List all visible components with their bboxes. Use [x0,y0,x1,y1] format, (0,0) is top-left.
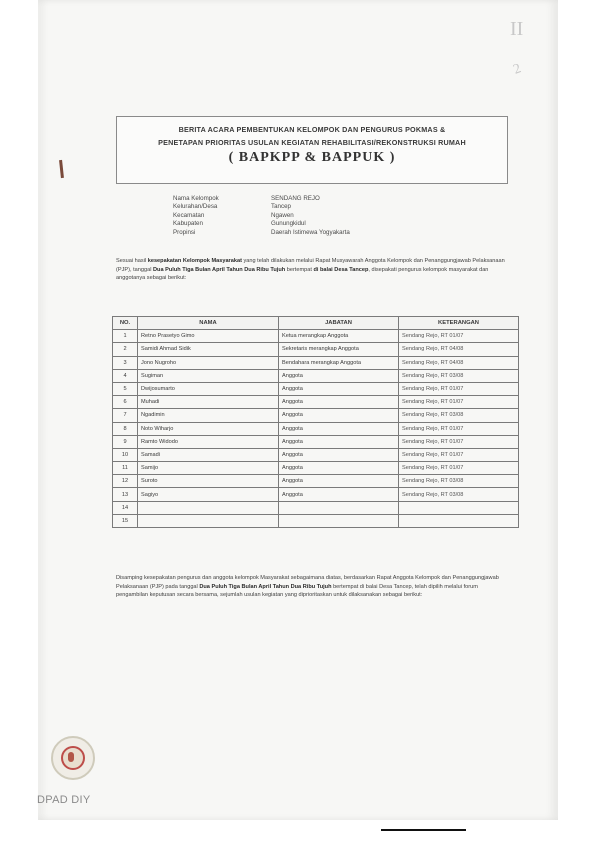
header-nama: NAMA [138,317,279,330]
row-keterangan: Sendang Rejo, RT 03/08 [399,488,519,501]
row-no: 5 [113,382,138,395]
table-row [113,409,519,422]
table-row [113,369,519,382]
row-no: 6 [113,396,138,409]
table-row [113,435,519,448]
row-keterangan: Sendang Rejo, RT 01/07 [399,448,519,461]
table-row [113,382,519,395]
priority-paragraph [116,574,508,600]
row-jabatan: Anggota [279,435,399,448]
info-value: Gunungkidul [271,220,306,228]
row-no: 2 [113,343,138,356]
row-no: 11 [113,462,138,475]
para-text: bertempat [285,266,314,273]
row-keterangan: Sendang Rejo, RT 03/08 [399,475,519,488]
row-jabatan [279,514,399,527]
row-jabatan: Anggota [279,488,399,501]
row-jabatan: Bendahara merangkap Anggota [279,356,399,369]
row-keterangan: Sendang Rejo, RT 04/08 [399,343,519,356]
row-no: 8 [113,422,138,435]
table-body [113,330,519,528]
row-jabatan: Anggota [279,382,399,395]
para-text: Disamping kesepakatan pengurus dan anggota kelompok Masyarakat sebagaimana diatas, berdasarkan Rapat Anggota Kelompok dan Penanggungjawab Pelaksanaan (PJP) pada tanggal [116,575,499,590]
para-bold-text: kesepakatan Kelompok Masyarakat [147,258,242,264]
table-row [113,356,519,369]
table-row [113,501,519,514]
para-bold-date: Dua Puluh Tiga Bulan April Tahun Dua Ribu Tujuh [153,266,286,273]
row-nama: Jono Nugroho [138,356,279,369]
row-no: 15 [113,514,138,527]
corner-pencil-mark: 2 [511,61,524,78]
header-jabatan: JABATAN [279,317,399,330]
para-text: , disepakati pengurus kelompok masyarakat dan anggotanya sebagai berikut: [116,266,489,281]
row-no: 13 [113,488,138,501]
document-title-box [116,116,508,184]
para-text: yang telah dilakukan melalui Rapat Musyawarah Anggota Kelompok dan Penanggungjawab Pelaksanaan (PJP), tanggal [116,258,505,273]
row-nama: Muhadi [138,396,279,409]
row-no: 4 [113,369,138,382]
row-no: 10 [113,448,138,461]
info-value: SENDANG REJO [271,195,320,202]
row-keterangan: Sendang Rejo, RT 01/07 [399,462,519,475]
row-keterangan: Sendang Rejo, RT 01/07 [399,435,519,448]
title-line-1: BERITA ACARA PEMBENTUKAN KELOMPOK DAN PENGURUS POKMAS & [178,125,446,134]
row-jabatan: Anggota [279,422,399,435]
row-jabatan: Anggota [279,475,399,488]
table-row [113,514,519,527]
agreement-paragraph [116,257,508,283]
row-jabatan: Anggota [279,396,399,409]
row-nama: Sugiman [138,369,279,382]
row-nama: Dwijosumarto [138,382,279,395]
dpad-logo-stamp-icon [51,736,95,780]
table-row [113,422,519,435]
table-row [113,488,519,501]
header-keterangan: KETERANGAN [399,317,519,330]
info-label: Nama Kelompok [173,195,219,202]
para-bold-date: Dua Puluh Tiga Bulan April Tahun Dua Ribu Tujuh [199,583,332,590]
row-keterangan [399,514,519,527]
row-no: 1 [113,330,138,343]
stamp-emblem [68,752,74,762]
page-number-mark: II [510,18,524,40]
para-text: bertempat di balai Desa Tancep, telah dipilih melalui forum pengambilan keputusan secara bersama, sejumlah usulan kegiatan yang diprioritaskan untuk dilaksanakan sebagai berikut: [116,583,478,598]
row-no: 14 [113,501,138,514]
row-keterangan: Sendang Rejo, RT 01/07 [399,330,519,343]
header-no: NO. [113,317,138,330]
row-no: 3 [113,356,138,369]
row-no: 9 [113,435,138,448]
info-value: Daerah Istimewa Yogyakarta [271,228,350,236]
members-table [112,316,519,528]
row-keterangan: Sendang Rejo, RT 01/07 [399,396,519,409]
table-row [113,448,519,461]
table-row [113,462,519,475]
info-label: Kabupaten [173,220,203,228]
row-nama: Noto Wiharjo [138,422,279,435]
row-nama [138,514,279,527]
para-text: Sesuai hasil [116,258,148,264]
bottom-rule [381,829,466,831]
para-bold-place: di balai Desa Tancep [313,266,369,273]
row-keterangan: Sendang Rejo, RT 04/08 [399,356,519,369]
row-jabatan: Anggota [279,462,399,475]
row-no: 12 [113,475,138,488]
table-row [113,330,519,343]
row-jabatan: Sekretaris merangkap Anggota [279,343,399,356]
row-keterangan [399,501,519,514]
row-nama: Samidi Ahmad Sidik [138,343,279,356]
watermark-text: DPAD DIY [37,794,91,806]
row-jabatan [279,501,399,514]
row-nama: Samadi [138,448,279,461]
row-keterangan: Sendang Rejo, RT 03/08 [399,369,519,382]
info-value: Ngawen [271,211,294,219]
row-nama: Suroto [138,475,279,488]
row-keterangan: Sendang Rejo, RT 01/07 [399,422,519,435]
table-row [113,475,519,488]
row-jabatan: Anggota [279,448,399,461]
table-row [113,396,519,409]
row-jabatan: Ketua merangkap Anggota [279,330,399,343]
title-abbreviation: ( BAPKPP & BAPPUK ) [228,150,396,165]
row-nama [138,501,279,514]
row-keterangan: Sendang Rejo, RT 03/08 [399,409,519,422]
row-nama: Samijo [138,462,279,475]
row-no: 7 [113,409,138,422]
row-jabatan: Anggota [279,369,399,382]
info-label: Kecamatan [173,211,205,219]
row-nama: Ramto Widodo [138,435,279,448]
row-nama: Retno Prasetyo Gimo [138,330,279,343]
info-label: Propinsi [173,228,196,236]
title-line-2: PENETAPAN PRIORITAS USULAN KEGIATAN REHABILITASI/REKONSTRUKSI RUMAH [158,138,466,147]
row-jabatan: Anggota [279,409,399,422]
row-nama: Ngadimin [138,409,279,422]
row-nama: Sagiyo [138,488,279,501]
table-header-row [113,317,519,330]
info-label: Kelurahan/Desa [173,203,218,211]
info-value: Tancep [271,203,291,211]
table-row [113,343,519,356]
row-keterangan: Sendang Rejo, RT 01/07 [399,382,519,395]
